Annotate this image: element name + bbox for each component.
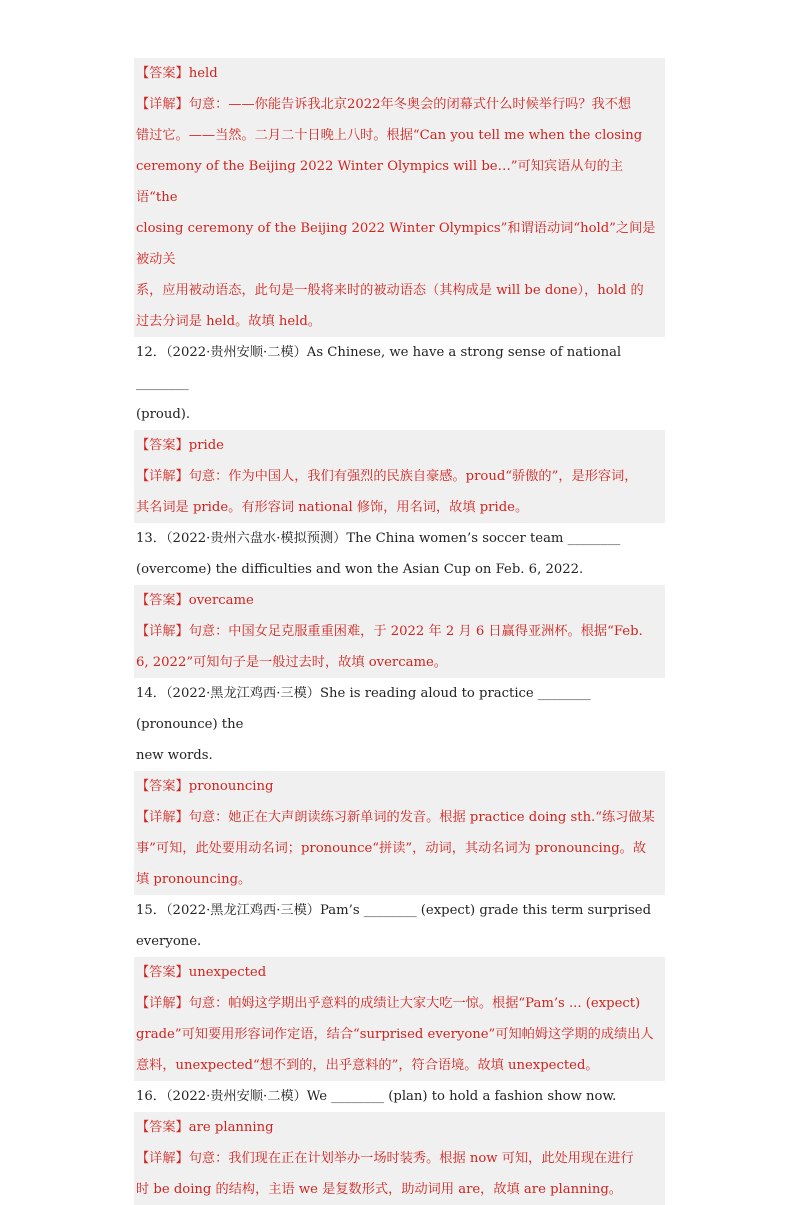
detail-text: 其名词是 pride。有形容词 national 修饰，用名词，故填 pride。 (136, 500, 529, 515)
answer-line (136, 430, 663, 461)
detail-line (136, 988, 663, 1019)
detail-text: 错过它。——当然。二月二十日晚上八时。根据“Can you tell me when the closing (136, 128, 643, 143)
answer-tag: 【答案】 (136, 779, 189, 794)
detail-line (136, 492, 663, 523)
detail-line (136, 1050, 663, 1081)
question-line: (overcome) the difficulties and won the Asian Cup on Feb. 6, 2022. (136, 562, 584, 577)
detail-text: 时 be doing 的结构，主语 we 是复数形式，助动词用 are，故填 are planning。 (136, 1182, 622, 1197)
answer-block (134, 585, 665, 678)
detail-tag: 【详解】 (136, 97, 189, 112)
question-line: everyone. (136, 934, 202, 949)
detail-text: 事”可知，此处要用动名词；pronounce“拼读”，动词，其动名词为 pronouncing。故 (136, 841, 647, 856)
detail-line (136, 1143, 663, 1174)
detail-text: 系，应用被动语态，此句是一般将来时的被动语态（其构成是 will be done），hold 的 (136, 283, 644, 298)
detail-tag: 【详解】 (136, 810, 189, 825)
question-block (134, 678, 665, 771)
answer-tag: 【答案】 (136, 965, 189, 980)
answer-block (134, 430, 665, 523)
answer-line (136, 585, 663, 616)
detail-line (136, 306, 663, 337)
question-line: 13．（2022·贵州六盘水·模拟预测）The China women’s soccer team ________ (136, 531, 621, 546)
detail-line (136, 461, 663, 492)
detail-line (136, 213, 663, 275)
answer-line (136, 58, 663, 89)
detail-text: 句意：她正在大声朗读练习新单词的发音。根据 practice doing sth.“练习做某 (188, 810, 655, 825)
detail-text: 意料，unexpected“想不到的，出乎意料的”，符合语境。故填 unexpected。 (136, 1058, 599, 1073)
detail-line (136, 616, 663, 647)
detail-tag: 【详解】 (136, 996, 189, 1011)
question-line: 12．（2022·贵州安顺·二模）As Chinese, we have a strong sense of national ________ (136, 345, 622, 391)
detail-text: 句意：帕姆这学期出乎意料的成绩让大家大吃一惊。根据“Pam’s ... (expect) (188, 996, 641, 1011)
detail-text: 句意：——你能告诉我北京2022年冬奥会的闭幕式什么时候举行吗？我不想 (188, 97, 632, 112)
answer-block (134, 1112, 665, 1205)
question-block (134, 337, 665, 430)
question-line: 16．（2022·贵州安顺·二模）We ________ (plan) to hold a fashion show now. (136, 1089, 617, 1104)
detail-tag: 【详解】 (136, 469, 189, 484)
question-block (134, 523, 665, 585)
question-block (134, 1081, 665, 1112)
question-line: 14．（2022·黑龙江鸡西·三模）She is reading aloud to practice ________ (pronounce) the (136, 686, 591, 732)
detail-text: 填 pronouncing。 (136, 872, 252, 887)
answer-line (136, 771, 663, 802)
answer-block (134, 771, 665, 895)
detail-text: closing ceremony of the Beijing 2022 Winter Olympics”和谓语动词“hold”之间是被动关 (136, 221, 656, 267)
detail-line (136, 1019, 663, 1050)
detail-text: 过去分词是 held。故填 held。 (136, 314, 321, 329)
question-line: new words. (136, 748, 213, 763)
detail-text: ceremony of the Beijing 2022 Winter Olympics will be…”可知宾语从句的主语“the (136, 159, 624, 205)
answer-tag: 【答案】 (136, 593, 189, 608)
detail-line (136, 120, 663, 151)
answer-line (136, 957, 663, 988)
detail-line (136, 275, 663, 306)
detail-tag: 【详解】 (136, 1151, 189, 1166)
answer-text: are planning (188, 1120, 274, 1135)
answer-tag: 【答案】 (136, 66, 189, 81)
detail-line (136, 864, 663, 895)
answer-tag: 【答案】 (136, 438, 189, 453)
answer-text: held (188, 66, 218, 81)
detail-text: 句意：我们现在正在计划举办一场时装秀。根据 now 可知，此处用现在进行 (188, 1151, 634, 1166)
answer-block (134, 957, 665, 1081)
answer-text: pronouncing (188, 779, 274, 794)
detail-line (136, 151, 663, 213)
answer-line (136, 1112, 663, 1143)
answer-text: pride (188, 438, 224, 453)
detail-line (136, 1174, 663, 1205)
answer-tag: 【答案】 (136, 1120, 189, 1135)
detail-text: grade”可知要用形容词作定语，结合“surprised everyone”可知帕姆这学期的成绩出人 (136, 1027, 654, 1042)
detail-line (136, 647, 663, 678)
question-line: 15．（2022·黑龙江鸡西·三模）Pam’s ________ (expect) grade this term surprised (136, 903, 652, 918)
detail-text: 句意：作为中国人，我们有强烈的民族自豪感。proud“骄傲的”，是形容词， (188, 469, 638, 484)
question-block (134, 895, 665, 957)
detail-text: 6, 2022”可知句子是一般过去时，故填 overcame。 (136, 655, 447, 670)
detail-tag: 【详解】 (136, 624, 189, 639)
detail-text: 句意：中国女足克服重重困难，于 2022 年 2 月 6 日赢得亚洲杯。根据“Feb. (188, 624, 643, 639)
question-line: (proud). (136, 407, 191, 422)
answer-text: unexpected (188, 965, 267, 980)
answer-block (134, 58, 665, 337)
detail-line (136, 89, 663, 120)
detail-line (136, 802, 663, 833)
document-page (134, 58, 665, 1205)
answer-text: overcame (188, 593, 254, 608)
detail-line (136, 833, 663, 864)
